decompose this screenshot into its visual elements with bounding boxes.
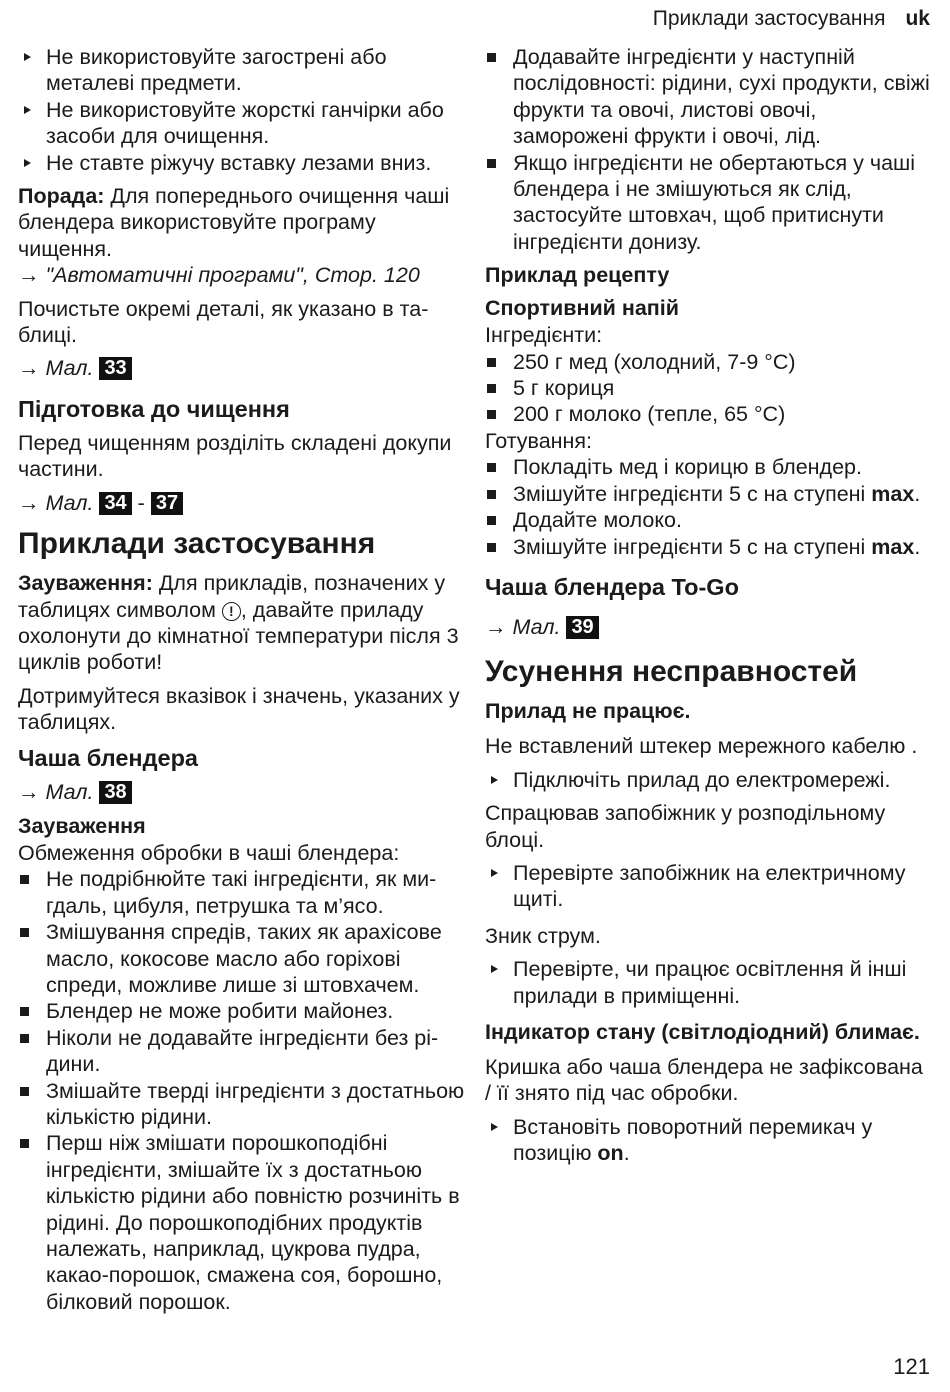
restrictions-list bbox=[18, 866, 466, 1315]
period: . bbox=[914, 534, 921, 559]
list-item bbox=[485, 1114, 931, 1167]
figure-reference bbox=[485, 614, 931, 640]
list-item: Додайте молоко. bbox=[485, 507, 931, 533]
clean-parts-text: Почистьте окремі деталі, як указано в таблиці. bbox=[18, 296, 429, 348]
figure-badge-38[interactable]: 38 bbox=[99, 781, 131, 804]
list-item: Перевірте, чи працює освітлення й інші прилади в приміщенні. bbox=[485, 956, 931, 1009]
figure-reference bbox=[18, 490, 466, 516]
bowl-heading: Чаша блендера bbox=[18, 744, 198, 771]
list-item: Змішайте тверді інгредієнти з достатньою кількістю рідини. bbox=[18, 1078, 466, 1131]
trouble4-cause: Кришка або чаша блендера не зафіксована / її знято під час обробки. bbox=[485, 1054, 923, 1106]
trouble4-fix bbox=[485, 1114, 931, 1167]
list-item: 5 г кориця bbox=[485, 375, 931, 401]
tip-text: Для попереднього очищення чаші блендера використовуйте програму чищення. bbox=[18, 184, 450, 261]
max-label: max bbox=[871, 534, 915, 559]
note-text-a: Для прикладів, позначених у таблицях символом bbox=[18, 571, 446, 622]
list-item: 250 г мед (холодний, 7-9 °C) bbox=[485, 349, 931, 375]
togo-heading: Чаша блендера To-Go bbox=[485, 573, 739, 600]
ref-arrow-label: → Мал. bbox=[18, 356, 94, 381]
list-item bbox=[485, 481, 931, 507]
fix-text: Встановіть поворотний перемикач у позицію bbox=[513, 1114, 873, 1166]
cleaning-warnings-list bbox=[18, 44, 466, 176]
order-list bbox=[485, 44, 931, 255]
trouble2-cause: Спрацював запобіжник у розподільному блоці. bbox=[485, 801, 886, 852]
trouble4-heading: Індикатор стану (світлодіодний) блимає. bbox=[485, 1019, 920, 1044]
figure-badge-33[interactable]: 33 bbox=[99, 357, 131, 380]
tip-label: Порада: bbox=[18, 184, 105, 209]
prep-text: Перед чищенням розділіть складені докупи частини. bbox=[18, 430, 452, 482]
ref-arrow-label: → Мал. bbox=[485, 614, 561, 639]
ref-arrow-label: → Мал. bbox=[18, 779, 94, 804]
trouble1-fix bbox=[485, 767, 931, 793]
figure-badge-34[interactable]: 34 bbox=[99, 492, 131, 515]
note-text-b: , давайте приладу охолонути до кімнатної температури після 3 циклів роботи! bbox=[18, 597, 459, 675]
prep-label: Готування: bbox=[485, 428, 593, 453]
list-item: Не подрібнюйте такі інгредієнти, як мигдаль, цибуля, петрушка та м’ясо. bbox=[18, 866, 466, 919]
list-item: Не ставте ріжучу вставку лезами вниз. bbox=[18, 150, 466, 176]
left-column bbox=[18, 44, 466, 1315]
follow-text: Дотримуйтеся вказівок і значень, указаних у таблицях. bbox=[18, 683, 460, 735]
step4-text: Змішуйте інгредієнти 5 с на ступені bbox=[513, 534, 872, 559]
list-item: 200 г молоко (тепле, 65 °C) bbox=[485, 401, 931, 427]
prep-heading: Підготовка до чищення bbox=[18, 395, 290, 422]
figure-reference bbox=[18, 779, 466, 805]
note2-heading: Зауваження bbox=[18, 813, 146, 838]
section-heading-examples: Приклади застосування bbox=[18, 527, 376, 561]
figure-reference bbox=[18, 355, 466, 381]
recipe-heading: Приклад рецепту bbox=[485, 263, 670, 288]
figure-badge-37[interactable]: 37 bbox=[151, 492, 183, 515]
list-item bbox=[485, 534, 931, 560]
drink-heading: Спортивний напій bbox=[485, 296, 679, 321]
list-item: Блендер не може робити майонез. bbox=[18, 998, 466, 1024]
warning-circle-icon: ! bbox=[222, 602, 241, 621]
list-item: Якщо інгредієнти не обертаються у чаші блендера і не змішуються як слід, застосуйте штовхач, щоб притиснути інгредієнти донизу. bbox=[485, 150, 931, 256]
ref-arrow-label: → Мал. bbox=[18, 490, 94, 515]
note2-intro: Обмеження обробки в чаші блендера: bbox=[18, 840, 400, 865]
range-dash: - bbox=[137, 490, 145, 515]
steps-list bbox=[485, 454, 931, 560]
ingredients-list bbox=[485, 349, 931, 428]
right-column bbox=[485, 44, 931, 1167]
list-item: Не використовуйте загострені або металеві предмети. bbox=[18, 44, 466, 97]
list-item: Ніколи не додавайте інгредієнти без рідини. bbox=[18, 1025, 466, 1078]
trouble3-cause: Зник струм. bbox=[485, 923, 601, 948]
note-paragraph bbox=[18, 570, 466, 676]
list-item: Не використовуйте жорсткі ганчірки або засоби для очищення. bbox=[18, 97, 466, 150]
note-label: Зауваження: bbox=[18, 571, 153, 596]
list-item: Змішування спредів, таких як арахісове масло, кокосове масло або горіхові спреди, можливе лише зі штовхачем. bbox=[18, 919, 466, 998]
period: . bbox=[914, 481, 921, 506]
list-item: Перш ніж змішати порошкоподібні інгредієнти, змішайте їх з достатньою кількістю рідини або повністю розчиніть в рідині. До порошкоподібних продуктів належать, наприклад, цукрова пудра, какао-порошок, смажена соя, борошно, білковий порошок. bbox=[18, 1130, 466, 1315]
trouble2-fix bbox=[485, 860, 931, 913]
tip-paragraph bbox=[18, 183, 466, 262]
header-title: Приклади застосування bbox=[652, 7, 886, 30]
step2-text: Змішуйте інгредієнти 5 с на ступені bbox=[513, 481, 872, 506]
on-label: on bbox=[597, 1141, 624, 1166]
section-heading-troubleshooting: Усунення несправностей bbox=[485, 655, 858, 689]
page-number: 121 bbox=[893, 1353, 930, 1379]
language-code: uk bbox=[905, 7, 930, 30]
trouble3-fix bbox=[485, 956, 931, 1009]
max-label: max bbox=[871, 481, 915, 506]
list-item: Додавайте інгредієнти у наступній послідовності: рідини, сухі продукти, свіжі фрукти та овочі, листові овочі, заморожені фрукти і овочі, лід. bbox=[485, 44, 931, 150]
period: . bbox=[623, 1141, 630, 1166]
trouble1-heading: Прилад не працює. bbox=[485, 699, 691, 724]
page-header bbox=[653, 7, 930, 31]
trouble1-cause: Не вставлений штекер мережного кабелю . bbox=[485, 734, 918, 759]
auto-programs-reference[interactable]: → "Автоматичні програми", Стор. 120 bbox=[18, 263, 420, 288]
list-item: Покладіть мед і корицю в блендер. bbox=[485, 454, 931, 480]
list-item: Підключіть прилад до електромережі. bbox=[485, 767, 931, 793]
figure-badge-39[interactable]: 39 bbox=[566, 616, 598, 639]
ingredients-label: Інгредієнти: bbox=[485, 323, 603, 348]
list-item: Перевірте запобіжник на електричному щиті. bbox=[485, 860, 931, 913]
